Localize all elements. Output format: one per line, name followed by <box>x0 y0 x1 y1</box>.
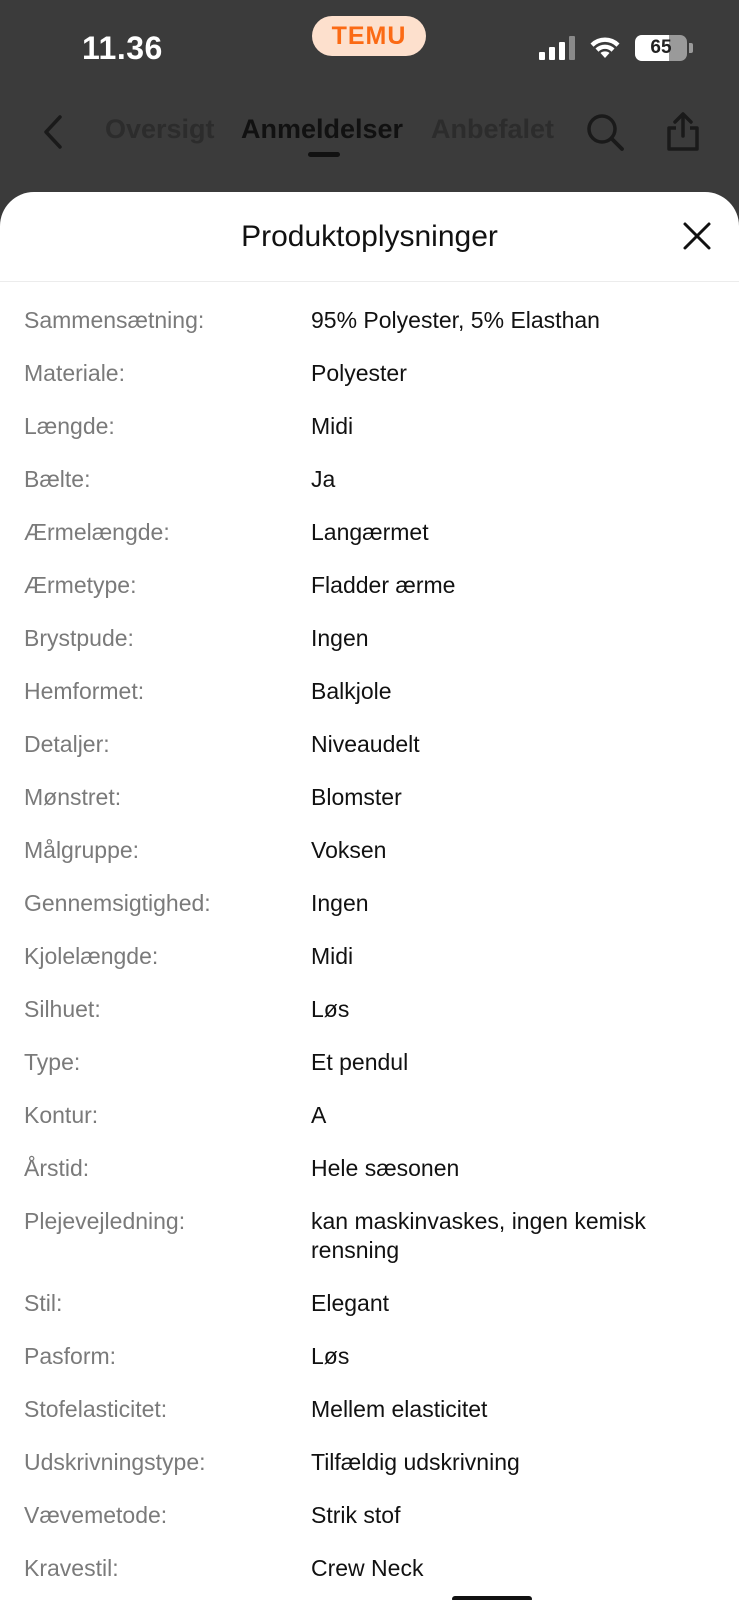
attribute-value: A <box>311 1102 327 1128</box>
battery-level: 65 <box>650 37 672 58</box>
attribute-value: Balkjole <box>311 678 392 704</box>
attribute-label: Mønstret: <box>24 784 122 810</box>
attribute-row <box>0 1036 739 1089</box>
attribute-row <box>0 1542 739 1595</box>
attribute-label: Udskrivningstype: <box>24 1449 206 1475</box>
attribute-row <box>0 983 739 1036</box>
attribute-row <box>0 347 739 400</box>
home-indicator[interactable] <box>452 1596 532 1600</box>
attribute-row <box>0 771 739 824</box>
search-icon <box>585 112 625 152</box>
attribute-label: Kontur: <box>24 1102 99 1128</box>
attribute-value: Løs <box>311 996 350 1022</box>
attribute-value: Niveaudelt <box>311 731 420 757</box>
attribute-value: Crew Neck <box>311 1555 424 1581</box>
attribute-value: Et pendul <box>311 1049 409 1075</box>
attribute-row <box>0 824 739 877</box>
tab-anmeldelser[interactable]: Anmeldelser <box>241 114 404 144</box>
sheet-title: Produktoplysninger <box>241 219 498 253</box>
status-icons <box>539 35 693 61</box>
attribute-value: Ja <box>311 466 336 492</box>
attribute-label: Vævemetode: <box>24 1502 168 1528</box>
attribute-row <box>0 294 739 347</box>
attribute-label: Ærmelængde: <box>24 519 170 545</box>
attribute-label: Detaljer: <box>24 731 110 757</box>
attribute-row <box>0 506 739 559</box>
attribute-row <box>0 718 739 771</box>
attribute-value: Tilfældig udskrivning <box>311 1449 520 1475</box>
status-time: 11.36 <box>82 30 163 66</box>
attribute-label: Brystpude: <box>24 625 134 651</box>
attribute-label: Bælte: <box>24 466 91 492</box>
attribute-label: Materiale: <box>24 360 125 386</box>
attribute-row <box>0 1383 739 1436</box>
attribute-label: Længde: <box>24 413 115 439</box>
battery-tip <box>689 43 693 53</box>
attribute-label: Sammensætning: <box>24 307 205 333</box>
product-attributes-list <box>0 282 739 1595</box>
attribute-row <box>0 1142 739 1195</box>
attribute-row <box>0 665 739 718</box>
attribute-label: Årstid: <box>24 1155 90 1181</box>
attribute-value: Blomster <box>311 784 402 810</box>
attribute-row <box>0 1330 739 1383</box>
attribute-row <box>0 1277 739 1330</box>
attribute-row <box>0 1089 739 1142</box>
attribute-row <box>0 1436 739 1489</box>
attribute-label: Gennemsigtighed: <box>24 890 211 916</box>
sheet-header <box>0 192 739 282</box>
attribute-row <box>0 877 739 930</box>
attribute-row <box>0 400 739 453</box>
active-tab-indicator <box>308 152 340 157</box>
close-button[interactable] <box>677 216 717 256</box>
attribute-row <box>0 612 739 665</box>
attribute-row <box>0 1489 739 1542</box>
attribute-label: Silhuet: <box>24 996 101 1022</box>
product-nav <box>0 100 739 170</box>
wifi-icon <box>589 36 621 60</box>
attribute-value: kan maskinvaskes, ingen kemisk rensning <box>311 1208 646 1263</box>
cellular-signal-icon <box>539 36 575 60</box>
search-button[interactable] <box>583 110 627 154</box>
attribute-value: Polyester <box>311 360 407 386</box>
temu-app-badge[interactable]: TEMU <box>312 16 426 56</box>
attribute-value: Ingen <box>311 890 369 916</box>
attribute-value: Fladder ærme <box>311 572 456 598</box>
attribute-label: Stofelasticitet: <box>24 1396 168 1422</box>
tab-oversigt[interactable]: Oversigt <box>105 114 215 144</box>
top-bar <box>0 0 739 200</box>
share-icon <box>664 112 702 152</box>
close-icon <box>682 221 712 251</box>
chevron-left-icon <box>43 115 63 149</box>
attribute-value: Løs <box>311 1343 350 1369</box>
back-button[interactable] <box>36 110 70 154</box>
attribute-value: Voksen <box>311 837 387 863</box>
attribute-label: Stil: <box>24 1290 63 1316</box>
tab-anbefalet[interactable]: Anbefalet <box>431 114 555 144</box>
share-button[interactable] <box>661 110 705 154</box>
attribute-value: Strik stof <box>311 1502 401 1528</box>
attribute-value: Mellem elasticitet <box>311 1396 488 1422</box>
attribute-value: Elegant <box>311 1290 390 1316</box>
attribute-value: Ingen <box>311 625 369 651</box>
attribute-value: 95% Polyester, 5% Elasthan <box>311 307 600 333</box>
attribute-row <box>0 930 739 983</box>
attribute-label: Pasform: <box>24 1343 117 1369</box>
battery-icon <box>635 35 687 61</box>
attribute-label: Kjolelængde: <box>24 943 159 969</box>
attribute-label: Type: <box>24 1049 81 1075</box>
attribute-label: Kravestil: <box>24 1555 119 1581</box>
attribute-value: Langærmet <box>311 519 429 545</box>
attribute-label: Målgruppe: <box>24 837 140 863</box>
attribute-label: Hemformet: <box>24 678 145 704</box>
attribute-row <box>0 453 739 506</box>
attribute-row <box>0 559 739 612</box>
attribute-value: Midi <box>311 413 354 439</box>
product-info-sheet <box>0 192 739 1600</box>
attribute-value: Midi <box>311 943 354 969</box>
attribute-value: Hele sæsonen <box>311 1155 460 1181</box>
attribute-row <box>0 1195 739 1277</box>
attribute-label: Ærmetype: <box>24 572 137 598</box>
attribute-label: Plejevejledning: <box>24 1208 186 1234</box>
